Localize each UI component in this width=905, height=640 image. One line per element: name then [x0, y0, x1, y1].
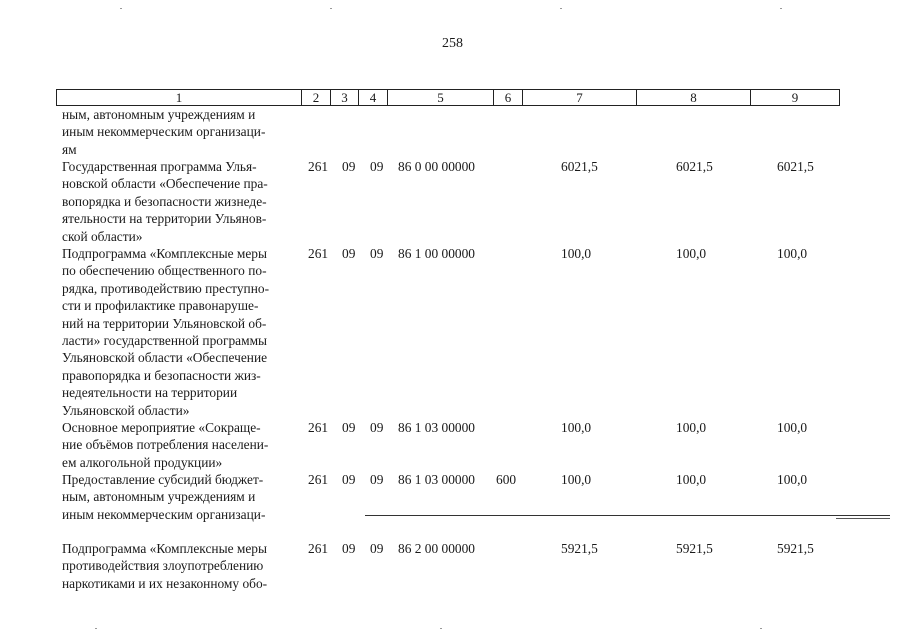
table-header: [56, 89, 840, 106]
row-description: [62, 245, 297, 419]
desc-line: вопорядка и безопасности жизнеде-: [62, 193, 267, 209]
cell-admin-code: 261: [308, 472, 329, 487]
cell-amount-7: 100,0: [561, 472, 592, 487]
cell-target-article: 86 1 00 00000: [398, 246, 475, 261]
cell-subsection: 09: [370, 420, 384, 435]
desc-line: сти и профилактике правонаруше-: [62, 298, 259, 314]
cell-amount-9: 6021,5: [777, 159, 814, 174]
header-col-5: 5: [388, 90, 494, 105]
cell-admin-code: 261: [308, 420, 329, 435]
desc-line: недеятельности на территории: [62, 385, 238, 401]
desc-line: новской области «Обеспечение пра-: [62, 176, 268, 192]
cell-amount-7: 100,0: [561, 246, 592, 261]
desc-line: правопорядка и безопасности жиз-: [62, 367, 261, 383]
desc-line: ятельности на территории Ульянов-: [62, 211, 267, 227]
scan-speck: [330, 8, 332, 9]
desc-line: ние объёмов потребления населени-: [62, 437, 269, 453]
scan-speck: [560, 8, 562, 9]
desc-line: по обеспечению общественного по-: [62, 263, 267, 279]
header-col-8: 8: [637, 90, 751, 105]
row-description: [62, 106, 297, 158]
cell-target-article: 86 1 03 00000: [398, 472, 475, 487]
cell-admin-code: 261: [308, 246, 329, 261]
row-description: [62, 471, 297, 523]
desc-line: Ульяновской области»: [62, 402, 190, 418]
desc-line: Подпрограмма «Комплексные меры: [62, 541, 267, 556]
desc-line: Предоставление субсидий бюджет-: [62, 472, 264, 487]
cell-amount-8: 6021,5: [676, 159, 713, 174]
cell-section: 09: [342, 159, 356, 174]
desc-line: Государственная программа Улья-: [62, 159, 257, 174]
desc-line: рядка, противодействию преступно-: [62, 280, 270, 296]
scan-speck: [120, 8, 122, 9]
scan-speck: [760, 628, 762, 629]
cell-subsection: 09: [370, 159, 384, 174]
desc-line: Основное мероприятие «Сокраще-: [62, 420, 261, 435]
desc-line: ям: [62, 141, 77, 157]
cell-amount-7: 5921,5: [561, 541, 598, 556]
cell-subsection: 09: [370, 541, 384, 556]
desc-line: ем алкогольной продукции»: [62, 454, 223, 470]
cell-subsection: 09: [370, 246, 384, 261]
cell-amount-8: 100,0: [676, 246, 707, 261]
scan-speck: [440, 628, 442, 629]
header-col-6: 6: [494, 90, 523, 105]
desc-line: иным некоммерческим организаци-: [62, 124, 266, 140]
desc-line: ской области»: [62, 228, 143, 244]
scan-speck: [780, 8, 782, 9]
header-col-1: 1: [57, 90, 302, 105]
cell-admin-code: 261: [308, 159, 329, 174]
header-col-9: 9: [791, 90, 799, 105]
cell-target-article: 86 2 00 00000: [398, 541, 475, 556]
cell-target-article: 86 0 00 00000: [398, 159, 475, 174]
cell-expense-type: 600: [496, 472, 517, 487]
cell-amount-7: 100,0: [561, 420, 592, 435]
cell-amount-8: 100,0: [676, 420, 707, 435]
desc-line: наркотиками и их незаконному обо-: [62, 575, 268, 591]
cell-target-article: 86 1 03 00000: [398, 420, 475, 435]
cell-amount-9: 5921,5: [777, 541, 814, 556]
desc-line: Ульяновской области «Обеспечение: [62, 350, 268, 366]
cell-amount-8: 5921,5: [676, 541, 713, 556]
cell-amount-9: 100,0: [777, 246, 808, 261]
page-break-rule: [365, 515, 890, 516]
row-description: [62, 419, 297, 471]
cell-admin-code: 261: [308, 541, 329, 556]
desc-line: иным некоммерческим организаци-: [62, 506, 266, 522]
cell-section: 09: [342, 420, 356, 435]
cell-amount-8: 100,0: [676, 472, 707, 487]
cell-section: 09: [342, 472, 356, 487]
cell-section: 09: [342, 246, 356, 261]
header-col-3: 3: [331, 90, 359, 105]
row-description: [62, 540, 297, 592]
cell-section: 09: [342, 541, 356, 556]
header-col-2: 2: [302, 90, 331, 105]
page-break-rule-short: [836, 518, 890, 519]
cell-amount-9: 100,0: [777, 420, 808, 435]
cell-amount-7: 6021,5: [561, 159, 598, 174]
page-number: 258: [442, 36, 463, 51]
desc-line: ний на территории Ульяновской об-: [62, 315, 267, 331]
cell-amount-9: 100,0: [777, 472, 808, 487]
desc-line: ласти» государственной программы: [62, 333, 268, 349]
header-col-4: 4: [359, 90, 388, 105]
cell-subsection: 09: [370, 472, 384, 487]
desc-line: ным, автономным учреждениям и: [62, 489, 256, 505]
row-description: [62, 158, 297, 245]
scan-speck: [95, 628, 97, 629]
header-col-7: 7: [523, 90, 637, 105]
desc-line: ным, автономным учреждениям и: [62, 107, 256, 122]
desc-line: Подпрограмма «Комплексные меры: [62, 246, 267, 261]
desc-line: противодействия злоупотреблению: [62, 558, 264, 574]
